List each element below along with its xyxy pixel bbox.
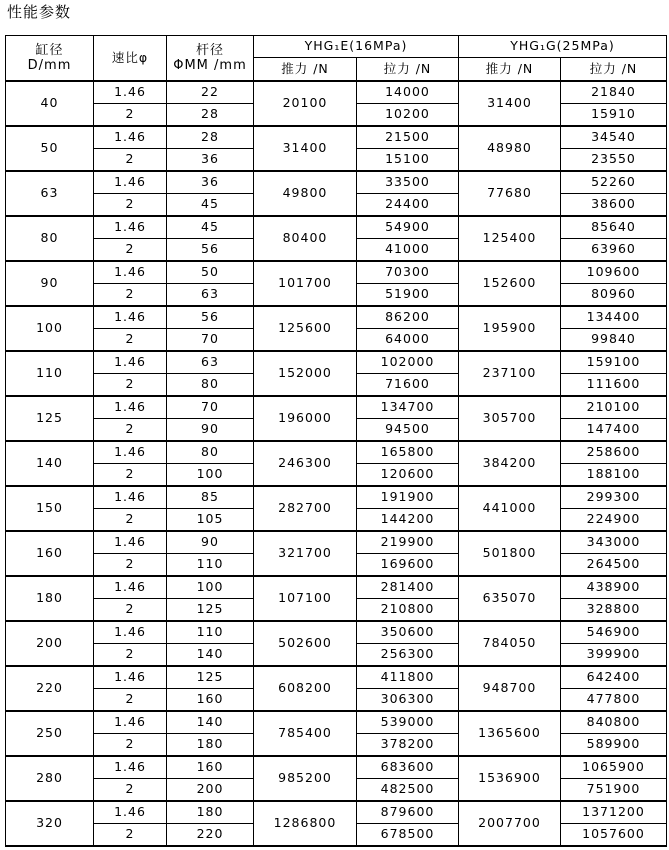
ratio-cell: 1.46 <box>94 531 167 554</box>
push-e-cell: 152000 <box>254 351 357 396</box>
header-bore-unit: D/mm <box>27 58 72 73</box>
pull-e-cell: 14000 <box>357 81 459 104</box>
table-row <box>6 756 667 779</box>
pull-g-cell: 21840 <box>561 81 667 104</box>
rod-cell: 36 <box>167 171 254 194</box>
ratio-cell: 2 <box>94 329 167 352</box>
pull-e-cell: 191900 <box>357 486 459 509</box>
pull-e-cell: 134700 <box>357 396 459 419</box>
bore-cell: 110 <box>6 351 94 396</box>
pull-g-cell: 264500 <box>561 554 667 577</box>
header-row <box>6 36 667 58</box>
ratio-cell: 1.46 <box>94 306 167 329</box>
push-g-cell: 784050 <box>459 621 561 666</box>
ratio-cell: 1.46 <box>94 621 167 644</box>
ratio-cell: 2 <box>94 644 167 667</box>
bore-cell: 280 <box>6 756 94 801</box>
pull-g-cell: 85640 <box>561 216 667 239</box>
table-row <box>6 171 667 194</box>
push-g-cell: 125400 <box>459 216 561 261</box>
rod-cell: 110 <box>167 621 254 644</box>
table-row <box>6 81 667 104</box>
pull-e-cell: 350600 <box>357 621 459 644</box>
pull-e-cell: 15100 <box>357 149 459 172</box>
push-g-cell: 1536900 <box>459 756 561 801</box>
ratio-cell: 2 <box>94 149 167 172</box>
rod-cell: 140 <box>167 644 254 667</box>
pull-g-cell: 1057600 <box>561 824 667 847</box>
table-row <box>6 396 667 419</box>
pull-g-cell: 1065900 <box>561 756 667 779</box>
push-g-cell: 1365600 <box>459 711 561 756</box>
pull-g-cell: 52260 <box>561 171 667 194</box>
rod-cell: 110 <box>167 554 254 577</box>
push-g-cell: 237100 <box>459 351 561 396</box>
pull-g-cell: 642400 <box>561 666 667 689</box>
header-push-e: 推力 /N <box>254 58 357 82</box>
bore-cell: 160 <box>6 531 94 576</box>
ratio-cell: 2 <box>94 374 167 397</box>
pull-e-cell: 482500 <box>357 779 459 802</box>
header-rod-unit: ΦMM /mm <box>173 58 247 73</box>
pull-g-cell: 38600 <box>561 194 667 217</box>
ratio-cell: 1.46 <box>94 216 167 239</box>
ratio-cell: 2 <box>94 689 167 712</box>
bore-cell: 50 <box>6 126 94 171</box>
ratio-cell: 2 <box>94 239 167 262</box>
ratio-cell: 1.46 <box>94 756 167 779</box>
header-bore <box>6 36 94 82</box>
rod-cell: 90 <box>167 419 254 442</box>
pull-g-cell: 1371200 <box>561 801 667 824</box>
pull-g-cell: 299300 <box>561 486 667 509</box>
rod-cell: 56 <box>167 239 254 262</box>
rod-cell: 36 <box>167 149 254 172</box>
pull-e-cell: 70300 <box>357 261 459 284</box>
ratio-cell: 1.46 <box>94 711 167 734</box>
rod-cell: 63 <box>167 284 254 307</box>
pull-e-cell: 411800 <box>357 666 459 689</box>
push-e-cell: 49800 <box>254 171 357 216</box>
pull-e-cell: 378200 <box>357 734 459 757</box>
pull-g-cell: 258600 <box>561 441 667 464</box>
rod-cell: 22 <box>167 81 254 104</box>
push-e-cell: 502600 <box>254 621 357 666</box>
ratio-cell: 1.46 <box>94 576 167 599</box>
rod-cell: 125 <box>167 666 254 689</box>
rod-cell: 100 <box>167 576 254 599</box>
ratio-cell: 2 <box>94 104 167 127</box>
ratio-cell: 2 <box>94 194 167 217</box>
pull-g-cell: 23550 <box>561 149 667 172</box>
rod-cell: 105 <box>167 509 254 532</box>
bore-cell: 80 <box>6 216 94 261</box>
rod-cell: 180 <box>167 801 254 824</box>
push-e-cell: 31400 <box>254 126 357 171</box>
pull-g-cell: 188100 <box>561 464 667 487</box>
table-row <box>6 351 667 374</box>
pull-g-cell: 99840 <box>561 329 667 352</box>
rod-cell: 28 <box>167 104 254 127</box>
push-g-cell: 384200 <box>459 441 561 486</box>
table-row <box>6 531 667 554</box>
rod-cell: 140 <box>167 711 254 734</box>
push-g-cell: 441000 <box>459 486 561 531</box>
push-e-cell: 101700 <box>254 261 357 306</box>
ratio-cell: 2 <box>94 734 167 757</box>
ratio-cell: 1.46 <box>94 261 167 284</box>
rod-cell: 70 <box>167 396 254 419</box>
push-e-cell: 20100 <box>254 81 357 126</box>
table-row <box>6 261 667 284</box>
pull-g-cell: 224900 <box>561 509 667 532</box>
pull-e-cell: 51900 <box>357 284 459 307</box>
push-e-cell: 608200 <box>254 666 357 711</box>
ratio-cell: 1.46 <box>94 486 167 509</box>
bore-cell: 90 <box>6 261 94 306</box>
push-g-cell: 195900 <box>459 306 561 351</box>
push-g-cell: 77680 <box>459 171 561 216</box>
push-g-cell: 31400 <box>459 81 561 126</box>
bore-cell: 40 <box>6 81 94 126</box>
pull-g-cell: 109600 <box>561 261 667 284</box>
ratio-cell: 2 <box>94 419 167 442</box>
header-rod-label: 杆径 <box>195 43 224 58</box>
header-group-g: YHG₁G(25MPa) <box>459 36 667 58</box>
push-e-cell: 246300 <box>254 441 357 486</box>
pull-e-cell: 169600 <box>357 554 459 577</box>
ratio-cell: 1.46 <box>94 171 167 194</box>
rod-cell: 56 <box>167 306 254 329</box>
table-row <box>6 801 667 824</box>
pull-e-cell: 21500 <box>357 126 459 149</box>
pull-g-cell: 589900 <box>561 734 667 757</box>
header-group-e: YHG₁E(16MPa) <box>254 36 459 58</box>
pull-e-cell: 94500 <box>357 419 459 442</box>
ratio-cell: 2 <box>94 509 167 532</box>
ratio-cell: 2 <box>94 464 167 487</box>
ratio-cell: 1.46 <box>94 351 167 374</box>
pull-g-cell: 15910 <box>561 104 667 127</box>
bore-cell: 125 <box>6 396 94 441</box>
push-e-cell: 985200 <box>254 756 357 801</box>
bore-cell: 63 <box>6 171 94 216</box>
pull-g-cell: 399900 <box>561 644 667 667</box>
push-e-cell: 282700 <box>254 486 357 531</box>
ratio-cell: 1.46 <box>94 441 167 464</box>
pull-g-cell: 438900 <box>561 576 667 599</box>
pull-e-cell: 219900 <box>357 531 459 554</box>
push-g-cell: 48980 <box>459 126 561 171</box>
push-g-cell: 635070 <box>459 576 561 621</box>
table-row <box>6 126 667 149</box>
push-e-cell: 107100 <box>254 576 357 621</box>
rod-cell: 63 <box>167 351 254 374</box>
header-pull-g: 拉力 /N <box>561 58 667 82</box>
rod-cell: 45 <box>167 216 254 239</box>
pull-e-cell: 71600 <box>357 374 459 397</box>
pull-g-cell: 80960 <box>561 284 667 307</box>
pull-e-cell: 24400 <box>357 194 459 217</box>
bore-cell: 150 <box>6 486 94 531</box>
bore-cell: 250 <box>6 711 94 756</box>
pull-e-cell: 678500 <box>357 824 459 847</box>
push-e-cell: 196000 <box>254 396 357 441</box>
table-row <box>6 486 667 509</box>
pull-e-cell: 281400 <box>357 576 459 599</box>
header-pull-e: 拉力 /N <box>357 58 459 82</box>
pull-g-cell: 477800 <box>561 689 667 712</box>
performance-table <box>5 35 667 847</box>
rod-cell: 80 <box>167 441 254 464</box>
rod-cell: 45 <box>167 194 254 217</box>
pull-g-cell: 210100 <box>561 396 667 419</box>
ratio-cell: 1.46 <box>94 801 167 824</box>
pull-g-cell: 840800 <box>561 711 667 734</box>
header-ratio: 速比φ <box>94 36 167 82</box>
rod-cell: 125 <box>167 599 254 622</box>
table-row <box>6 711 667 734</box>
push-g-cell: 152600 <box>459 261 561 306</box>
push-g-cell: 305700 <box>459 396 561 441</box>
pull-g-cell: 751900 <box>561 779 667 802</box>
header-push-g: 推力 /N <box>459 58 561 82</box>
rod-cell: 70 <box>167 329 254 352</box>
pull-g-cell: 546900 <box>561 621 667 644</box>
rod-cell: 90 <box>167 531 254 554</box>
pull-e-cell: 210800 <box>357 599 459 622</box>
pull-e-cell: 144200 <box>357 509 459 532</box>
push-g-cell: 948700 <box>459 666 561 711</box>
pull-e-cell: 165800 <box>357 441 459 464</box>
pull-g-cell: 159100 <box>561 351 667 374</box>
table-row <box>6 441 667 464</box>
bore-cell: 140 <box>6 441 94 486</box>
rod-cell: 50 <box>167 261 254 284</box>
push-e-cell: 785400 <box>254 711 357 756</box>
header-rod <box>167 36 254 82</box>
rod-cell: 85 <box>167 486 254 509</box>
page-title: 性能参数 <box>7 3 72 21</box>
table-row <box>6 576 667 599</box>
pull-e-cell: 10200 <box>357 104 459 127</box>
rod-cell: 160 <box>167 689 254 712</box>
bore-cell: 320 <box>6 801 94 846</box>
pull-e-cell: 120600 <box>357 464 459 487</box>
ratio-cell: 2 <box>94 599 167 622</box>
pull-g-cell: 63960 <box>561 239 667 262</box>
rod-cell: 80 <box>167 374 254 397</box>
pull-e-cell: 41000 <box>357 239 459 262</box>
header-bore-label: 缸径 <box>35 43 64 58</box>
pull-e-cell: 64000 <box>357 329 459 352</box>
bore-cell: 200 <box>6 621 94 666</box>
ratio-cell: 1.46 <box>94 126 167 149</box>
bore-cell: 220 <box>6 666 94 711</box>
ratio-cell: 2 <box>94 554 167 577</box>
pull-e-cell: 256300 <box>357 644 459 667</box>
pull-e-cell: 539000 <box>357 711 459 734</box>
rod-cell: 28 <box>167 126 254 149</box>
table-body <box>6 36 667 847</box>
table-row <box>6 306 667 329</box>
pull-g-cell: 134400 <box>561 306 667 329</box>
push-e-cell: 321700 <box>254 531 357 576</box>
pull-g-cell: 34540 <box>561 126 667 149</box>
pull-g-cell: 343000 <box>561 531 667 554</box>
bore-cell: 180 <box>6 576 94 621</box>
pull-e-cell: 306300 <box>357 689 459 712</box>
rod-cell: 200 <box>167 779 254 802</box>
push-g-cell: 501800 <box>459 531 561 576</box>
pull-g-cell: 111600 <box>561 374 667 397</box>
ratio-cell: 2 <box>94 824 167 847</box>
rod-cell: 160 <box>167 756 254 779</box>
pull-e-cell: 54900 <box>357 216 459 239</box>
push-e-cell: 1286800 <box>254 801 357 846</box>
bore-cell: 100 <box>6 306 94 351</box>
pull-g-cell: 147400 <box>561 419 667 442</box>
push-g-cell: 2007700 <box>459 801 561 846</box>
rod-cell: 220 <box>167 824 254 847</box>
pull-e-cell: 683600 <box>357 756 459 779</box>
ratio-cell: 2 <box>94 284 167 307</box>
table-row <box>6 216 667 239</box>
ratio-cell: 1.46 <box>94 666 167 689</box>
rod-cell: 180 <box>167 734 254 757</box>
table-row <box>6 666 667 689</box>
push-e-cell: 125600 <box>254 306 357 351</box>
table-row <box>6 621 667 644</box>
ratio-cell: 1.46 <box>94 81 167 104</box>
ratio-cell: 1.46 <box>94 396 167 419</box>
rod-cell: 100 <box>167 464 254 487</box>
pull-g-cell: 328800 <box>561 599 667 622</box>
pull-e-cell: 33500 <box>357 171 459 194</box>
pull-e-cell: 879600 <box>357 801 459 824</box>
pull-e-cell: 86200 <box>357 306 459 329</box>
ratio-cell: 2 <box>94 779 167 802</box>
push-e-cell: 80400 <box>254 216 357 261</box>
pull-e-cell: 102000 <box>357 351 459 374</box>
